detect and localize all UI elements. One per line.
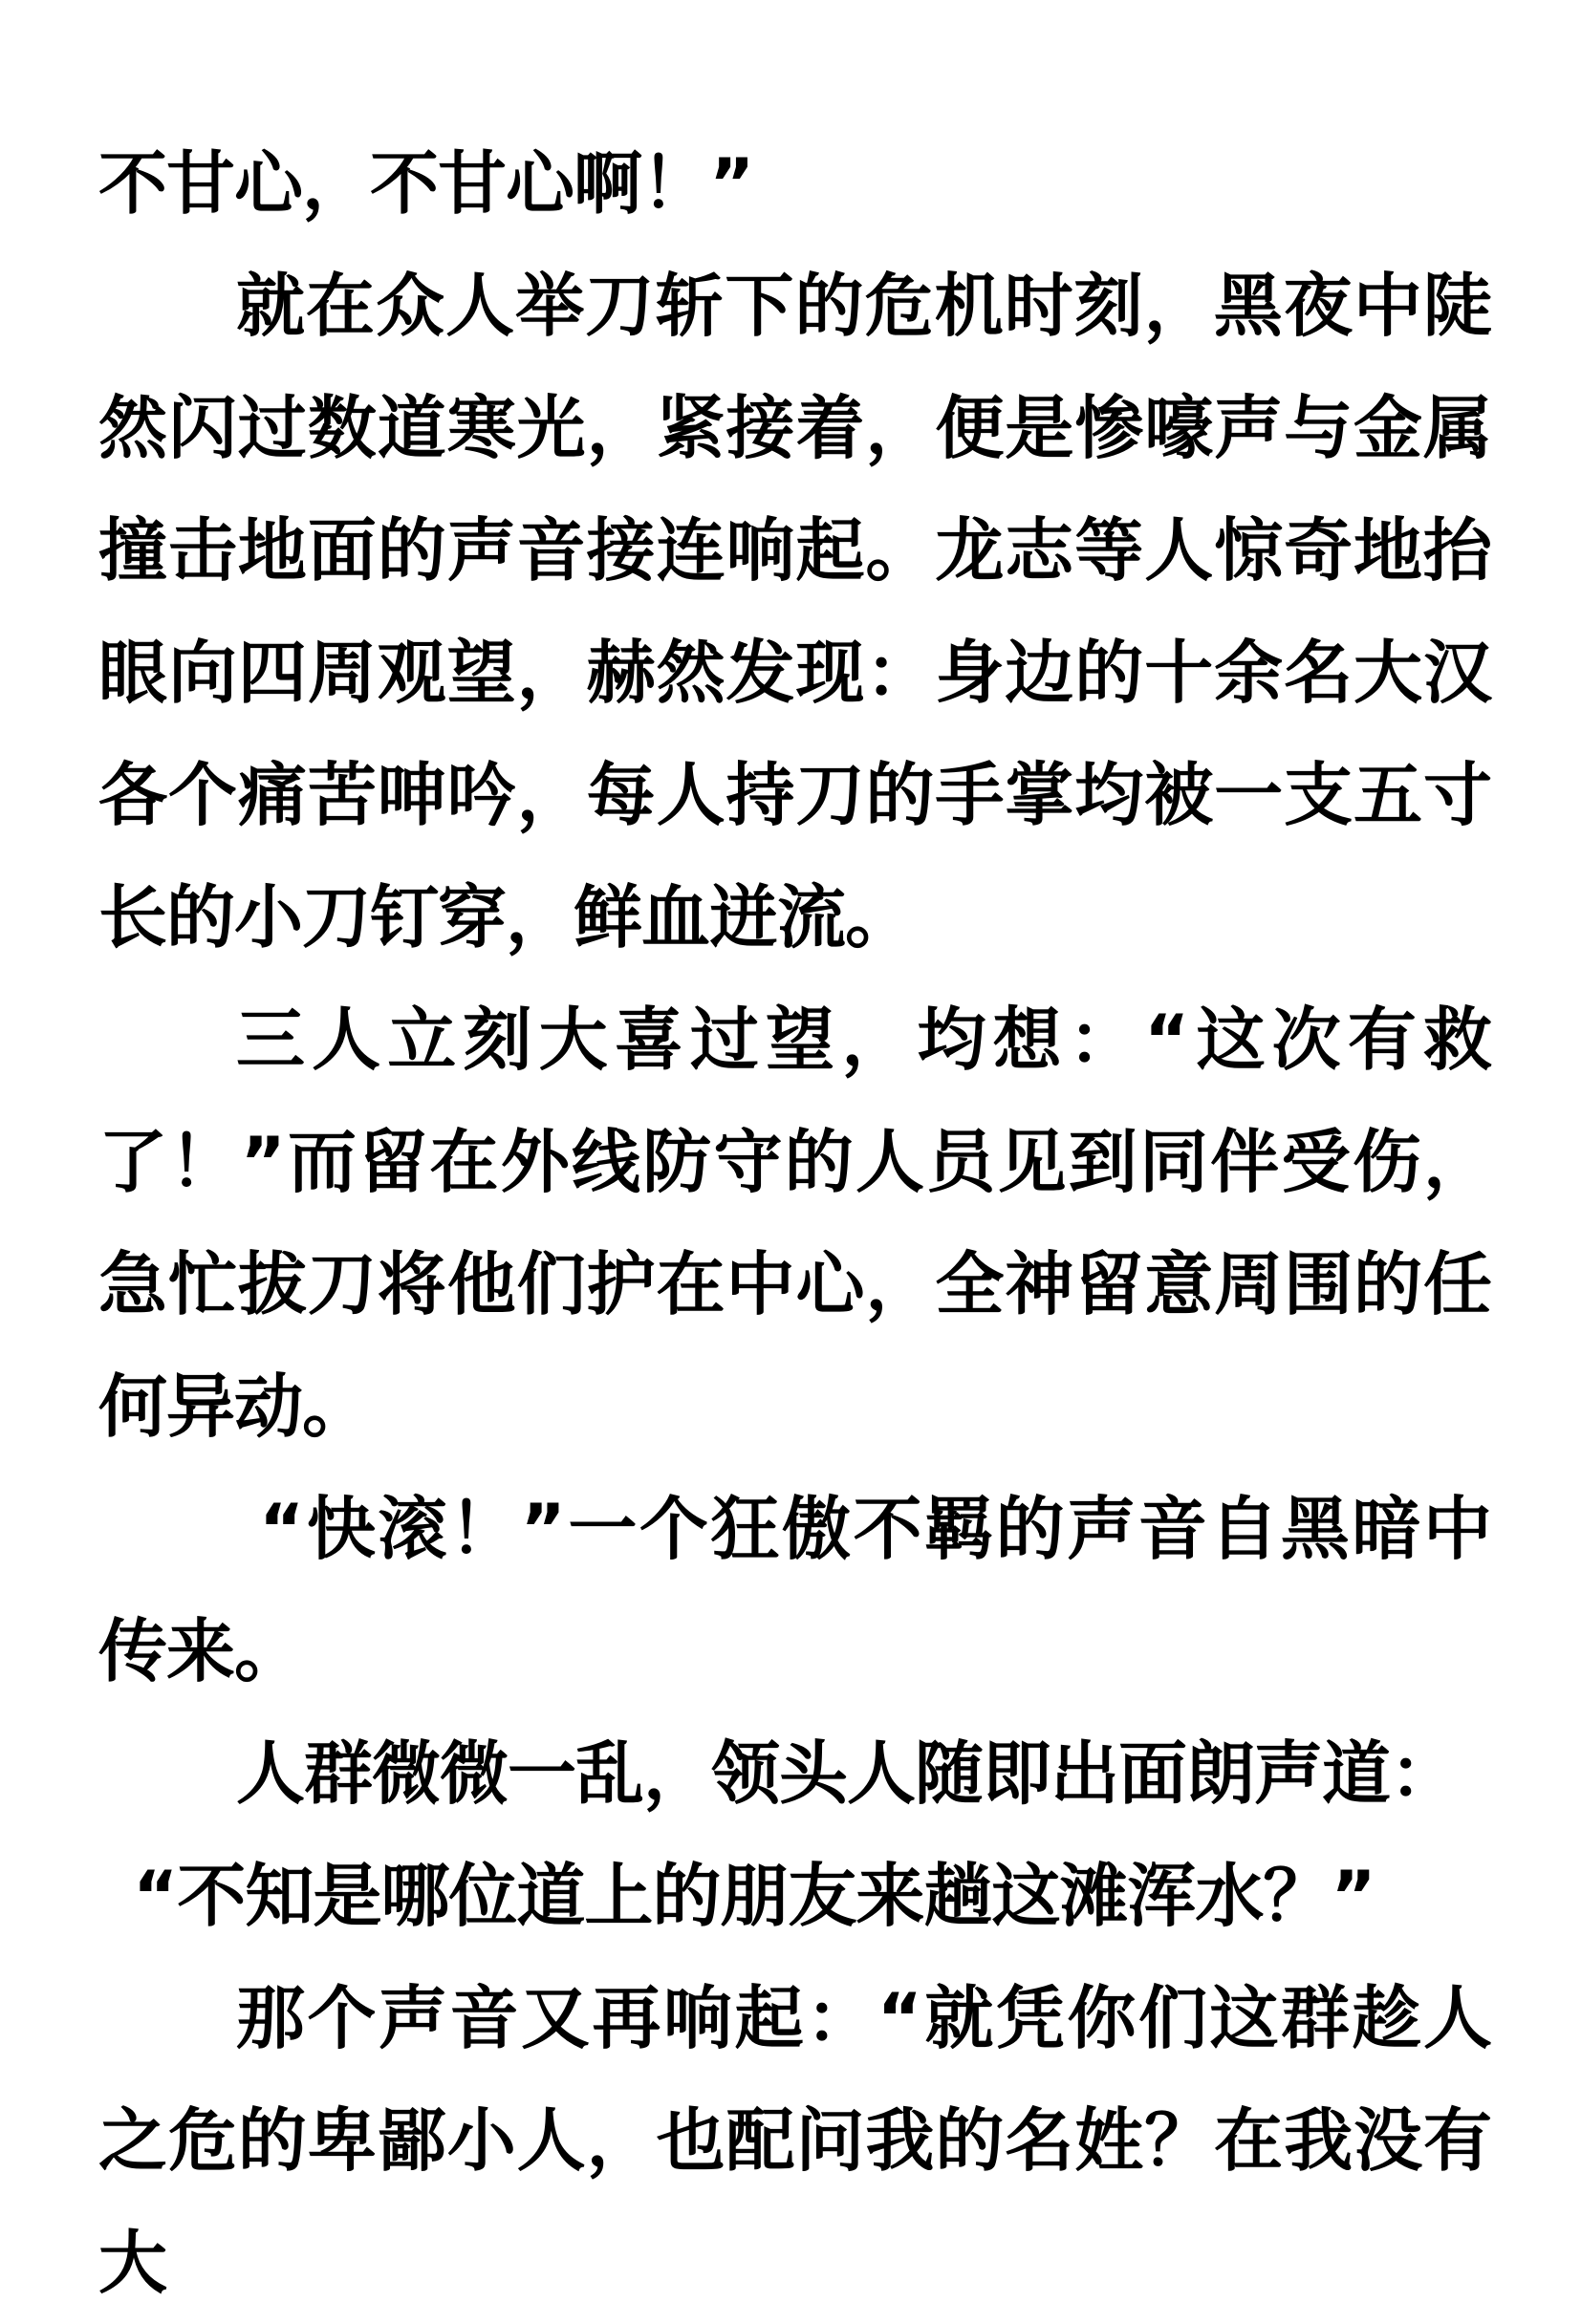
paragraph-6: “不知是哪位道上的朋友来趟这滩浑水？”: [133, 1856, 1375, 1936]
paragraph-7: 那个声音又再响起：“就凭你们这群趁人之危的卑鄙小人，也配问我的名姓？在我没有大: [98, 1978, 1491, 2303]
paragraph-3: 三人立刻大喜过望，均想：“这次有救了！”而留在外线防守的人员见到同伴受伤，急忙拔刀将他们护在中心，全神留意周围的任何异动。: [98, 1000, 1491, 1447]
paragraph-4: “快滚！”一个狂傲不羁的声音自黑暗中传来。: [98, 1489, 1491, 1691]
paragraph-2: 就在众人举刀斩下的危机时刻，黑夜中陡然闪过数道寒光，紧接着，便是惨嚎声与金属撞击地面的声音接连响起。龙志等人惊奇地抬眼向四周观望，赫然发现：身边的十余名大汉各个痛苦呻吟，每人持刀的手掌均被一支五寸长的小刀钉穿，鲜血迸流。: [98, 266, 1491, 958]
page-body: [98, 122, 1491, 2324]
paragraph-1: 不甘心，不甘心啊！”: [98, 143, 754, 224]
paragraph-5: 人群微微一乱，领头人随即出面朗声道：: [236, 1733, 1459, 1814]
